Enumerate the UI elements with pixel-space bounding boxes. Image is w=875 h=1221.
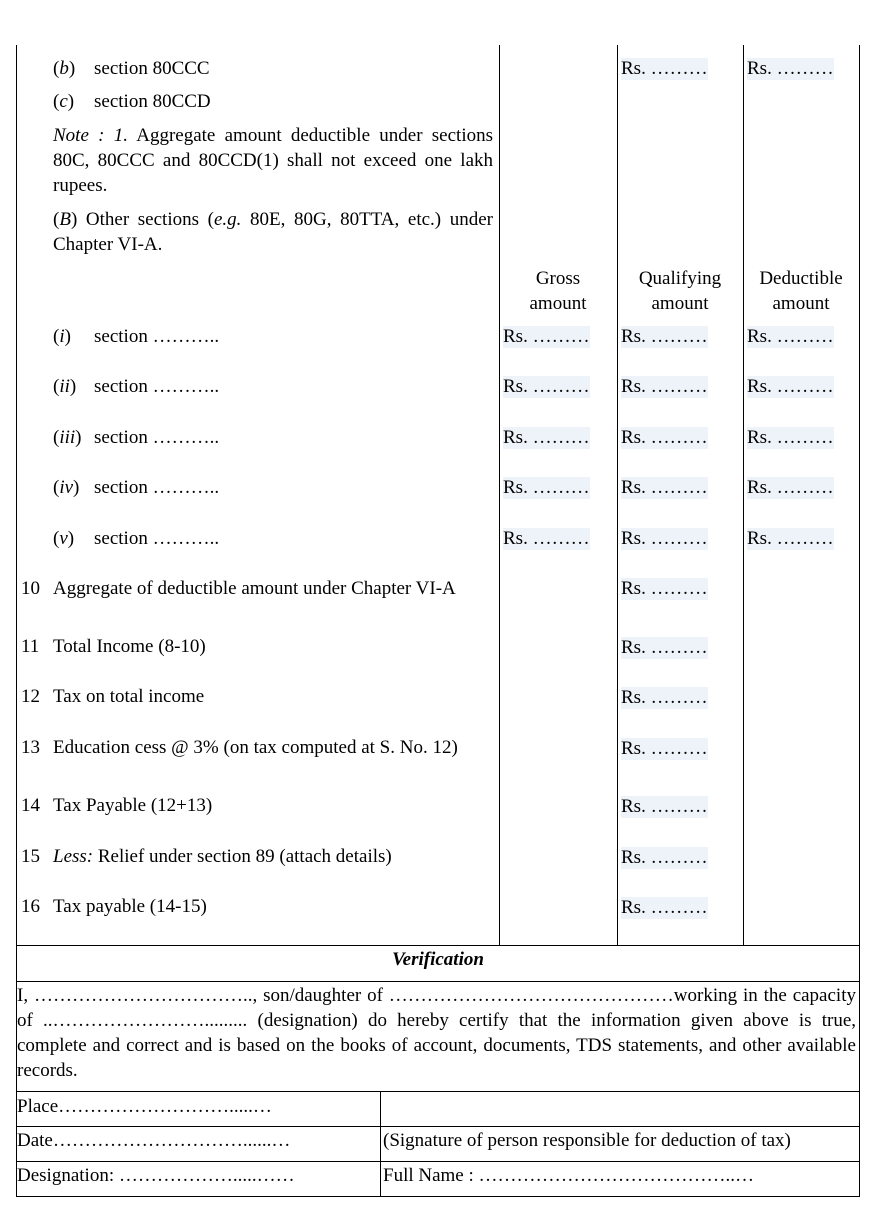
row-deductible: Rs. ……… [747, 427, 834, 448]
item-letter: b [59, 58, 69, 79]
item-11-text: Total Income (8-10) [53, 636, 206, 657]
row-gross: Rs. ……… [503, 326, 590, 347]
row-deductible: Rs. ……… [747, 376, 834, 397]
item-number: 16 [21, 896, 40, 917]
item-12-text: Tax on total income [53, 686, 205, 707]
footer-column-border [380, 1091, 381, 1196]
row-section-label: section ……….. [94, 376, 220, 397]
gross-column-border [499, 45, 500, 945]
verification-title-border [16, 981, 860, 982]
row-deductible: Rs. ……… [747, 326, 834, 347]
row-roman: (i) [53, 326, 71, 347]
item-number: 14 [21, 795, 40, 816]
section-80ccc-qualifying: Rs. ……… [621, 58, 708, 79]
gross-header-line1: Gross [535, 268, 581, 289]
deductible-header-line1: Deductible [759, 268, 843, 289]
row-gross: Rs. ……… [503, 477, 590, 498]
table-bottom-border [16, 1196, 860, 1197]
row-deductible: Rs. ……… [747, 477, 834, 498]
qualifying-header-line1: Qualifying [638, 268, 722, 289]
row-gross: Rs. ……… [503, 427, 590, 448]
item-14-text: Tax Payable (12+13) [53, 795, 213, 816]
signature-label: (Signature of person responsible for deduction of tax) [383, 1130, 791, 1151]
date-field: Date…………………………......… [17, 1130, 291, 1151]
section-80ccc-label: section 80CCC [94, 58, 210, 79]
other-sections-letter: B [59, 209, 71, 230]
item-13-value: Rs. ……… [621, 738, 708, 759]
row-gross: Rs. ……… [503, 376, 590, 397]
gross-amount-header [499, 266, 617, 316]
less-label: Less: [53, 846, 94, 867]
other-sections-eg: e.g. [213, 209, 242, 230]
item-14-value: Rs. ……… [621, 796, 708, 817]
row-qualifying: Rs. ……… [621, 477, 708, 498]
item-15-label: Relief under section 89 (attach details) [97, 846, 392, 867]
deductible-column-border [743, 45, 744, 945]
verification-title: Verification [392, 949, 484, 970]
row-roman: (iii) [53, 427, 82, 448]
deductible-header-line2: amount [772, 293, 830, 314]
deduction-note [53, 123, 493, 198]
item-10-text: Aggregate of deductible amount under Chapter VI-A [53, 578, 456, 599]
note-text: Aggregate amount deductible under sections 80C, 80CCC and 80CCD(1) shall not exceed one lakh rupees. [53, 125, 493, 196]
designation-field: Designation: ……………….....…… [17, 1165, 295, 1186]
qualifying-header-line2: amount [651, 293, 709, 314]
item-letter: c [59, 91, 68, 112]
other-sections-text-b: 80E, 80G, 80TTA, etc.) under Chapter VI-A. [53, 209, 493, 255]
row-qualifying: Rs. ……… [621, 528, 708, 549]
table-right-border [859, 45, 860, 1197]
row-section-label: section ……….. [94, 528, 220, 549]
row-qualifying: Rs. ……… [621, 376, 708, 397]
row-gross: Rs. ……… [503, 528, 590, 549]
item-15-value: Rs. ……… [621, 847, 708, 868]
section-80ccd-row: (c) [53, 91, 75, 112]
item-number: 12 [21, 686, 40, 707]
footer-row-border [16, 1161, 860, 1162]
row-section-label: section ……….. [94, 477, 220, 498]
verification-text: I, …………………………….., son/daughter of ………………………………………working in the capacity of ..……………………......... (designation) do hereby certify that the information given above is true, complete and correct and is based on the books of account, documents, TDS statements, and other available records. [17, 985, 856, 1081]
item-number: 11 [21, 636, 40, 657]
row-roman: (v) [53, 528, 75, 549]
note-prefix: Note : 1. [53, 125, 128, 146]
qualifying-amount-header [617, 266, 743, 316]
row-deductible: Rs. ……… [747, 528, 834, 549]
qualifying-column-border [617, 45, 618, 945]
row-section-label: section ……….. [94, 427, 220, 448]
row-qualifying: Rs. ……… [621, 326, 708, 347]
row-roman: (ii) [53, 376, 77, 397]
item-16-text: Tax payable (14-15) [53, 896, 207, 917]
footer-top-border [16, 1091, 860, 1092]
section-80ccd-label: section 80CCD [94, 91, 211, 112]
gross-header-line2: amount [529, 293, 587, 314]
item-13-text: Education cess @ 3% (on tax computed at S. No. 12) [53, 737, 458, 758]
full-name-field: Full Name : …………………………………..… [383, 1165, 755, 1186]
section-80ccc-row: (b) [53, 58, 76, 79]
footer-row-border [16, 1126, 860, 1127]
item-12-value: Rs. ……… [621, 687, 708, 708]
row-section-label: section ……….. [94, 326, 220, 347]
item-16-value: Rs. ……… [621, 897, 708, 918]
item-number: 13 [21, 737, 40, 758]
place-field: Place……………………….....… [17, 1096, 272, 1117]
deductible-amount-header [743, 266, 859, 316]
other-sections-text-a: Other sections ( [85, 209, 214, 230]
item-number: 15 [21, 846, 40, 867]
other-sections-heading: (B) Other sections (e.g. 80E, 80G, 80TTA, etc.) under Chapter VI-A. [53, 209, 493, 255]
row-roman: (iv) [53, 477, 80, 498]
item-number: 10 [21, 578, 40, 599]
item-15-text [53, 846, 392, 868]
item-10-value: Rs. ……… [621, 578, 708, 599]
verification-top-border [16, 945, 860, 946]
section-80ccc-deductible: Rs. ……… [747, 58, 834, 79]
row-qualifying: Rs. ……… [621, 427, 708, 448]
item-11-value: Rs. ……… [621, 637, 708, 658]
